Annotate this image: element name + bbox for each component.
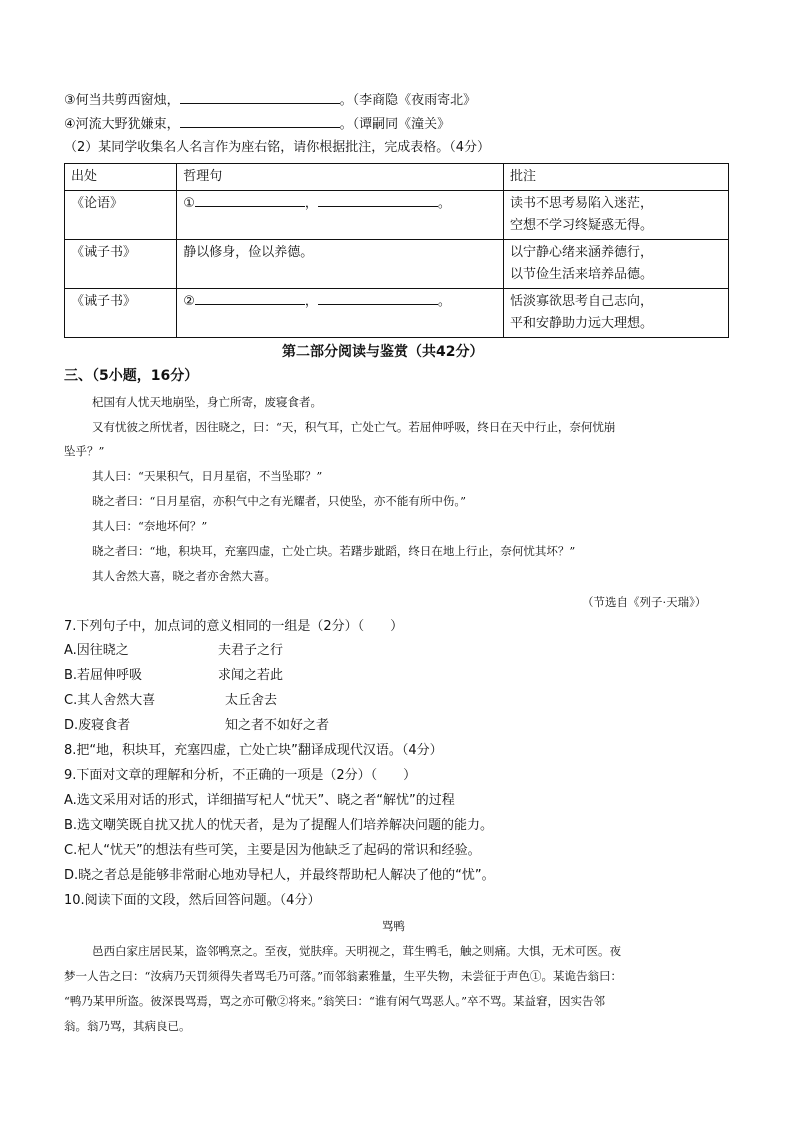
q10-line: 翁。翁乃骂，其病良已。 <box>64 1019 191 1033</box>
q7-option-c: C.其人舍然大喜 <box>64 693 156 708</box>
q7-option-b: B.若屈伸呼吸 <box>64 668 143 683</box>
q10-stem: 10.阅读下面的文段，然后回答问题。（4分） <box>64 893 321 908</box>
passage-line: 其人曰：“天果积气，日月星宿，不当坠耶？” <box>92 469 323 483</box>
row-sentence: 静以修身，俭以养德。 <box>177 240 504 289</box>
answer-blank[interactable] <box>180 115 340 128</box>
row-source: 《论语》 <box>65 191 177 240</box>
passage-line: 又有忧彼之所忧者，因往晓之，曰：“天，积气耳，亡处亡气。若屈伸呼吸，终日在天中行止，奈何忧崩 <box>92 420 616 434</box>
answer-blank[interactable] <box>180 91 340 104</box>
q9-option: C.杞人“忧天”的想法有些可笑，主要是因为他缺乏了起码的常识和经验。 <box>64 843 481 858</box>
q9-option: A.选文采用对话的形式，详细描写杞人“忧天”、晓之者“解忧”的过程 <box>64 793 455 808</box>
row-source: 《诫子书》 <box>65 289 177 338</box>
q10-title: 骂鸭 <box>382 919 405 933</box>
quote-table <box>64 163 729 338</box>
row-sentence: ① ， 。 <box>177 191 504 240</box>
q7-option-c-b: 太丘舍去 <box>225 693 278 708</box>
row-source: 《诫子书》 <box>65 240 177 289</box>
header-note: 批注 <box>504 164 729 191</box>
answer-blank[interactable] <box>318 194 438 207</box>
q9-stem: 9.下面对文章的理解和分析，不正确的一项是（2分）（ ） <box>64 768 417 783</box>
answer-blank[interactable] <box>318 292 438 305</box>
poem-line-4: ④河流大野犹嫌束， 。（谭嗣同《潼关》 <box>64 117 451 132</box>
passage-line: 其人舍然大喜，晓之者亦舍然大喜。 <box>92 569 276 583</box>
q2-prompt: （2）某同学收集名人名言作为座右铭，请你根据批注，完成表格。（4分） <box>64 140 491 155</box>
row-sentence: ② ， 。 <box>177 289 504 338</box>
q8: 8.把“地，积块耳，充塞四虚，亡处亡块”翻译成现代汉语。（4分） <box>64 743 443 758</box>
passage-line: 坠乎？” <box>64 444 105 458</box>
q10-line: 梦一人告之曰：“汝病乃天罚须得失者骂毛乃可落。”而邻翁素雅量，生平失物，未尝征于声色①。某诡告翁曰： <box>64 969 623 983</box>
row-note: 恬淡寡欲思考自己志向， 平和安静助力远大理想。 <box>504 289 729 338</box>
answer-blank[interactable] <box>195 194 305 207</box>
header-sentence: 哲理句 <box>177 164 504 191</box>
row-note: 读书不思考易陷入迷茫， 空想不学习终疑惑无得。 <box>504 191 729 240</box>
passage-line: 晓之者曰：“日月星宿，亦积气中之有光耀者，只使坠，亦不能有所中伤。” <box>92 494 467 508</box>
passage-line: 其人曰：“奈地坏何？” <box>92 519 208 533</box>
passage-source: （节选自《列子·天瑞》） <box>582 595 707 609</box>
part2-title: 第二部分阅读与鉴赏（共42分） <box>282 344 484 360</box>
table-header-row <box>65 164 729 191</box>
poem-line-3: ③何当共剪西窗烛， 。（李商隐《夜雨寄北》 <box>64 93 477 108</box>
passage-line: 晓之者曰：“地，积块耳，充塞四虚，亡处亡块。若躇步跐蹈，终日在地上行止，奈何忧其坏？” <box>92 544 576 558</box>
passage-line: 杞国有人忧天地崩坠，身亡所寄，废寝食者。 <box>92 395 322 409</box>
q9-option: B.选文嘲笑既自扰又扰人的忧天者，是为了提醒人们培养解决问题的能力。 <box>64 818 494 833</box>
table-row <box>65 289 729 338</box>
section3-title: 三、（5小题，16分） <box>64 368 199 384</box>
table-row <box>65 191 729 240</box>
row-note: 以宁静心绪来涵养德行， 以节俭生活来培养品德。 <box>504 240 729 289</box>
q10-line: 邑西白家庄居民某，盗邻鸭烹之。至夜，觉肤痒。天明视之，茸生鸭毛，触之则痛。大惧，无术可医。夜 <box>92 944 621 958</box>
q10-line: “鸭乃某甲所盗。彼深畏骂焉，骂之亦可儆②将来。”翁笑曰：“谁有闲气骂恶人。”卒不骂。某益窘，因实告邻 <box>64 994 606 1008</box>
q7-option-d: D.废寝食者 <box>64 718 131 733</box>
q7-option-a-b: 夫君子之行 <box>218 643 284 658</box>
q7-option-a: A.因往晓之 <box>64 643 129 658</box>
q9-option: D.晓之者总是能够非常耐心地劝导杞人，并最终帮助杞人解决了他的“忧”。 <box>64 868 495 883</box>
header-source: 出处 <box>65 164 177 191</box>
table-row <box>65 240 729 289</box>
q7-stem: 7.下列句子中，加点词的意义相同的一组是（2分）（ ） <box>64 619 404 634</box>
q7-option-b-b: 求闻之若此 <box>218 668 284 683</box>
answer-blank[interactable] <box>195 292 305 305</box>
q7-option-d-b: 知之者不如好之者 <box>225 718 330 733</box>
